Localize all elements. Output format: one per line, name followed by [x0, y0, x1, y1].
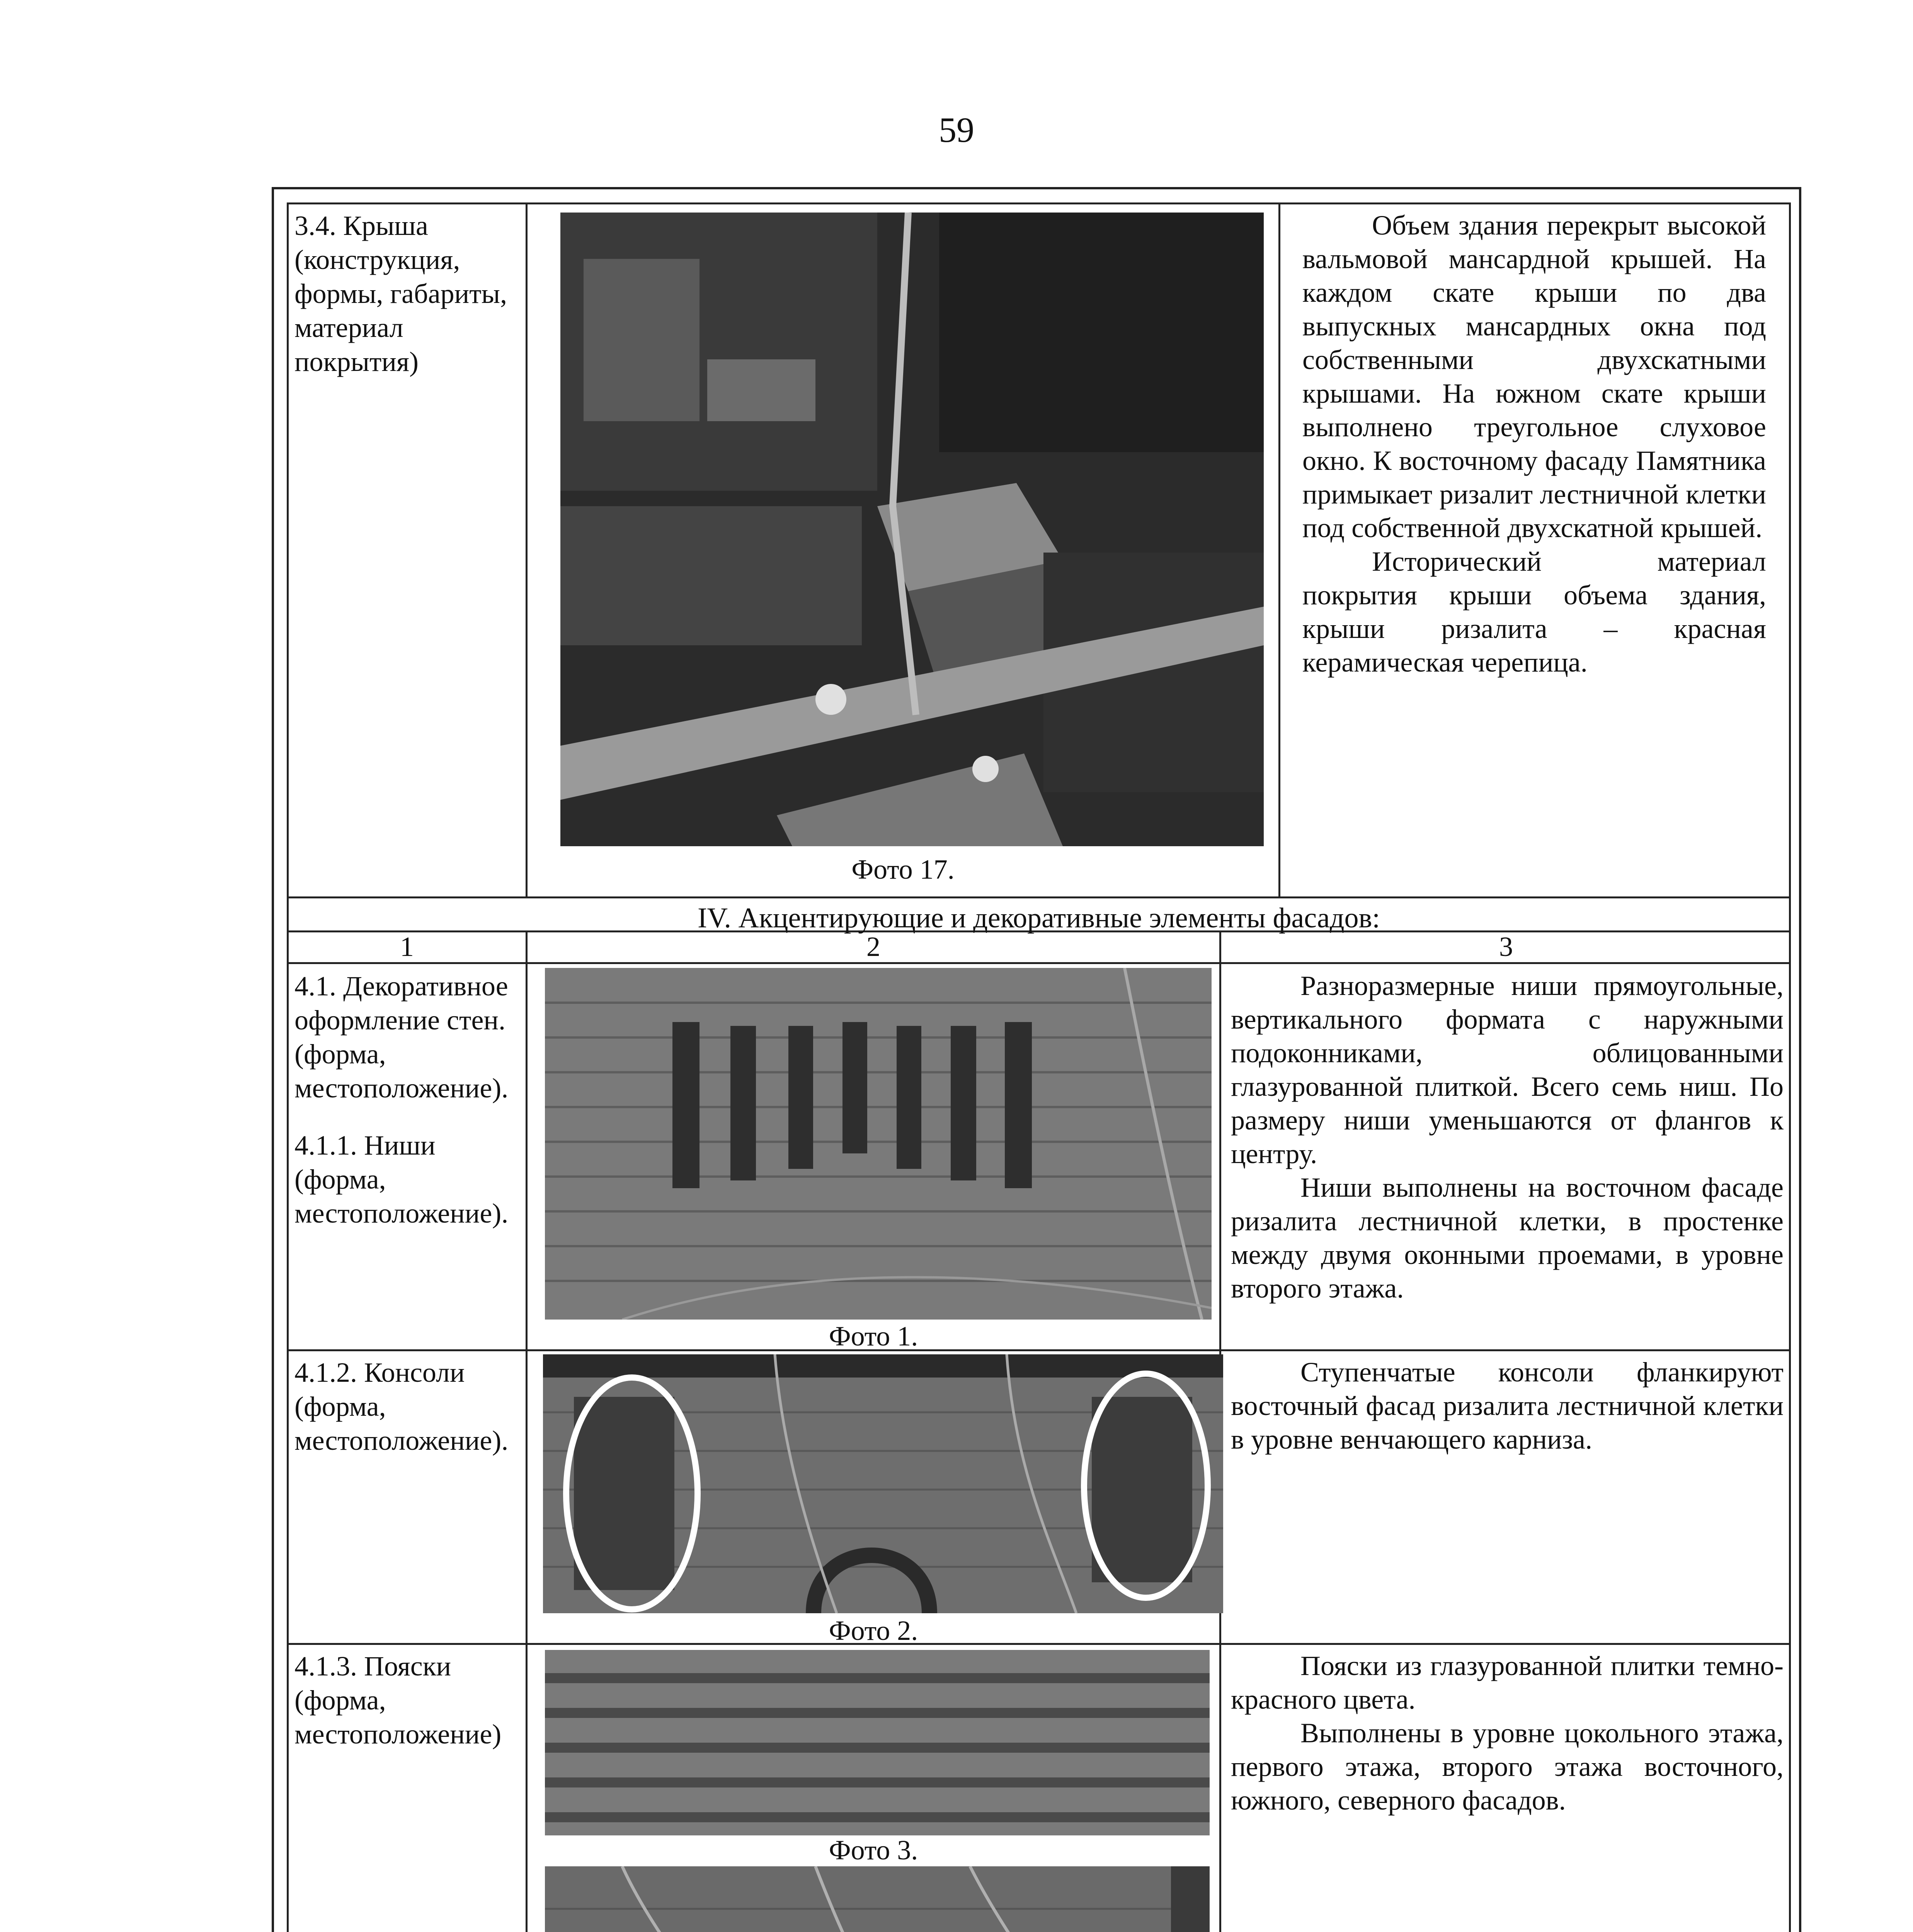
belts-label: 4.1.3. Пояски (форма, местоположение) [294, 1651, 502, 1750]
hline-roof-bottom [287, 896, 1791, 898]
caption-photo-1: Фото 1. [829, 1321, 918, 1352]
belts-description [1231, 1649, 1784, 1817]
caption-photo-2: Фото 2. [829, 1615, 918, 1646]
photo-1-niches [545, 968, 1212, 1320]
column-number-3: 3 [1499, 931, 1513, 962]
photo-2-consoles [543, 1354, 1223, 1613]
photo-3-belts [545, 1650, 1210, 1835]
vline-roof-1 [526, 202, 528, 898]
vline-roof-2 [1278, 202, 1280, 898]
niches-label-sub: 4.1.1. Ниши (форма, местоположение). [294, 1130, 509, 1229]
section-title: IV. Акцентирующие и декоративные элементы фасадов: [698, 902, 1380, 934]
niches-description-p2: Ниши выполнены на восточном фасаде ризалита лестничной клетки, в простенке между двумя оконными проемами, в уровне второго этажа. [1231, 1172, 1784, 1304]
photo-17-aerial-roof [560, 213, 1264, 846]
column-number-1: 1 [400, 931, 414, 962]
niches-description [1231, 969, 1784, 1305]
page-number: 59 [939, 110, 974, 150]
consoles-label: 4.1.2. Консоли (форма, местоположение). [294, 1357, 509, 1456]
caption-photo-17: Фото 17. [851, 854, 955, 885]
roof-description [1302, 209, 1766, 679]
niches-description-p1: Разноразмерные ниши прямоугольные, вертикального формата с наружными подоконниками, облицованными глазурованной плиткой. Всего семь ниш. По размеру ниши уменьшаются от флангов к центру. [1231, 970, 1784, 1169]
consoles-description-p1: Ступенчатые консоли фланкируют восточный фасад ризалита лестничной клетки в уровне венчающего карниза. [1231, 1357, 1784, 1455]
niches-label-main: 4.1. Декоративное оформление стен. (форма, местоположение). [294, 971, 509, 1104]
roof-description-p2: Исторический материал покрытия крыши объема здания, крыши ризалита – красная керамическая черепица. [1302, 546, 1766, 678]
roof-label: 3.4. Крыша (конструкция, формы, габариты, материал покрытия) [294, 210, 507, 377]
roof-description-p1: Объем здания перекрыт высокой вальмовой мансардной крышей. На каждом скате крыши по два выпускных мансардных окна под собственными двухскатными крышами. На южном скате крыши выполнено треугольное слуховое окно. К восточному фасаду Памятника примыкает ризалит лестничной клетки под собственной двухскатной крышей. [1302, 210, 1766, 543]
photo-4-belts [545, 1866, 1210, 1932]
belts-description-p1: Пояски из глазурованной плитки темно-красного цвета. [1231, 1650, 1784, 1715]
belts-description-p2: Выполнены в уровне цокольного этажа, первого этажа, второго этажа восточного, южного, северного фасадов. [1231, 1718, 1784, 1816]
consoles-description [1231, 1355, 1784, 1456]
column-number-2: 2 [866, 931, 880, 962]
caption-photo-3: Фото 3. [829, 1835, 918, 1866]
vline-col-1 [526, 930, 528, 1932]
